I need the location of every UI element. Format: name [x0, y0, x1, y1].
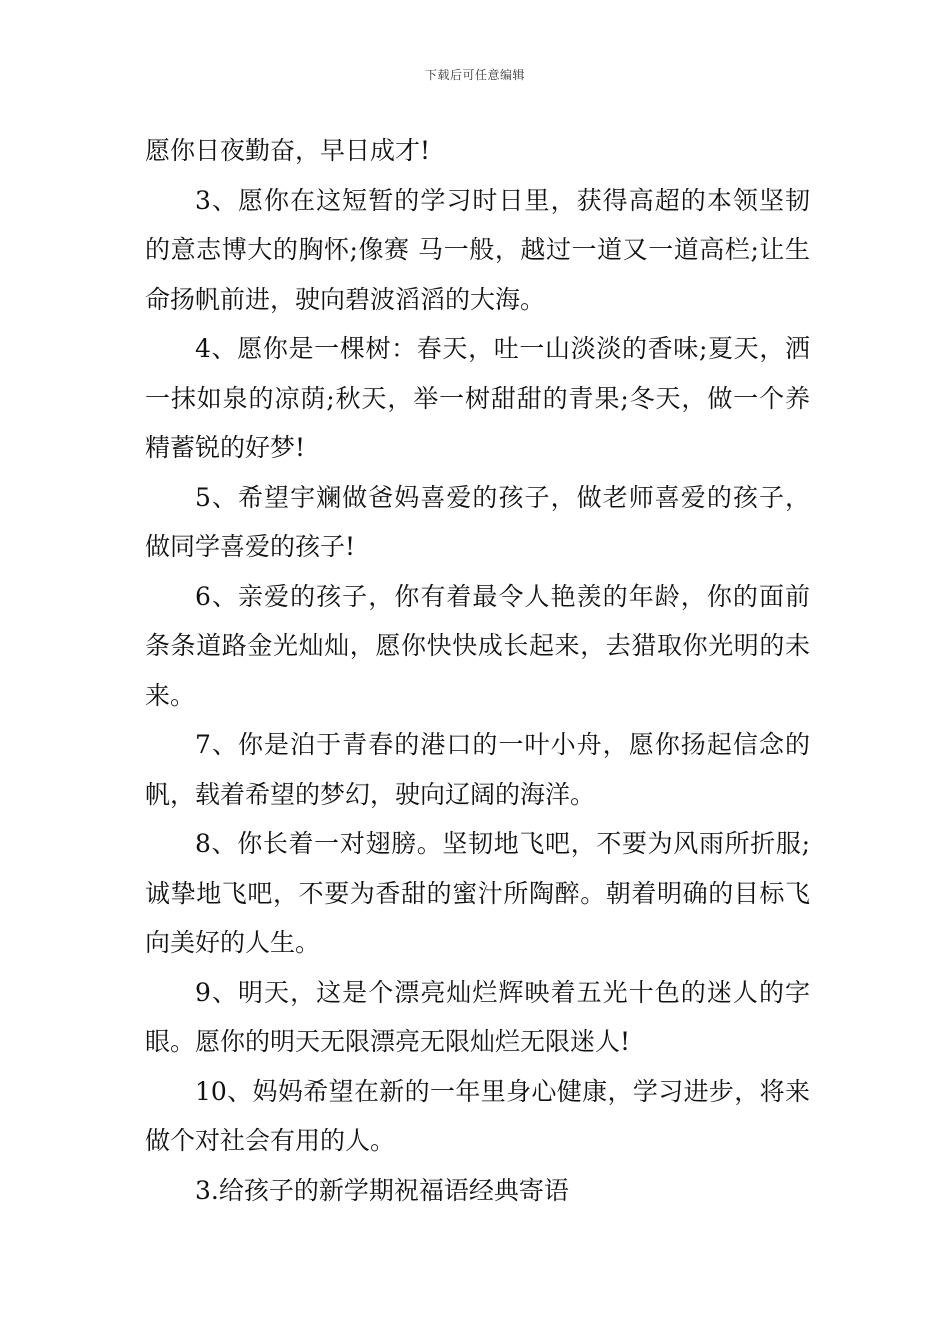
paragraph-5: 6、亲爱的孩子，你有着最令人艳羡的年龄，你的面前条条道路金光灿灿，愿你快快成长起来，去猎取你光明的未来。 — [145, 581, 810, 710]
paragraph-4: 5、希望宇斓做爸妈喜爱的孩子，做老师喜爱的孩子，做同学喜爱的孩子! — [145, 482, 810, 561]
paragraph-3: 4、愿你是一棵树：春天，吐一山淡淡的香味;夏天，洒一抹如泉的凉荫;秋天，举一树甜甜的青果;冬天，做一个养精蓄锐的好梦! — [145, 334, 810, 462]
paragraph-2: 3、愿你在这短暂的学习时日里，获得高超的本领坚韧的意志博大的胸怀;像赛 马一般，越过一道又一道高栏;让生命扬帆前进，驶向碧波滔滔的大海。 — [145, 185, 810, 314]
paragraph-8: 9、明天，这是个漂亮灿烂辉映着五光十色的迷人的字眼。愿你的明天无限漂亮无限灿烂无限迷人! — [145, 977, 810, 1056]
section-heading: 3.给孩子的新学期祝福语经典寄语 — [195, 1175, 569, 1205]
paragraph-9: 10、妈妈希望在新的一年里身心健康，学习进步，将来做个对社会有用的人。 — [145, 1076, 810, 1155]
page-header: 下载后可任意编辑 — [424, 68, 525, 82]
paragraph-6: 7、你是泊于青春的港口的一叶小舟，愿你扬起信念的帆，载着希望的梦幻，驶向辽阔的海洋。 — [145, 730, 810, 809]
paragraph-1: 愿你日夜勤奋，早日成才! — [145, 136, 431, 165]
document-body — [145, 126, 810, 1215]
paragraph-7: 8、你长着一对翅膀。坚韧地飞吧，不要为风雨所折服;诚挚地飞吧，不要为香甜的蜜汁所陶醉。朝着明确的目标飞向美好的人生。 — [145, 829, 810, 957]
